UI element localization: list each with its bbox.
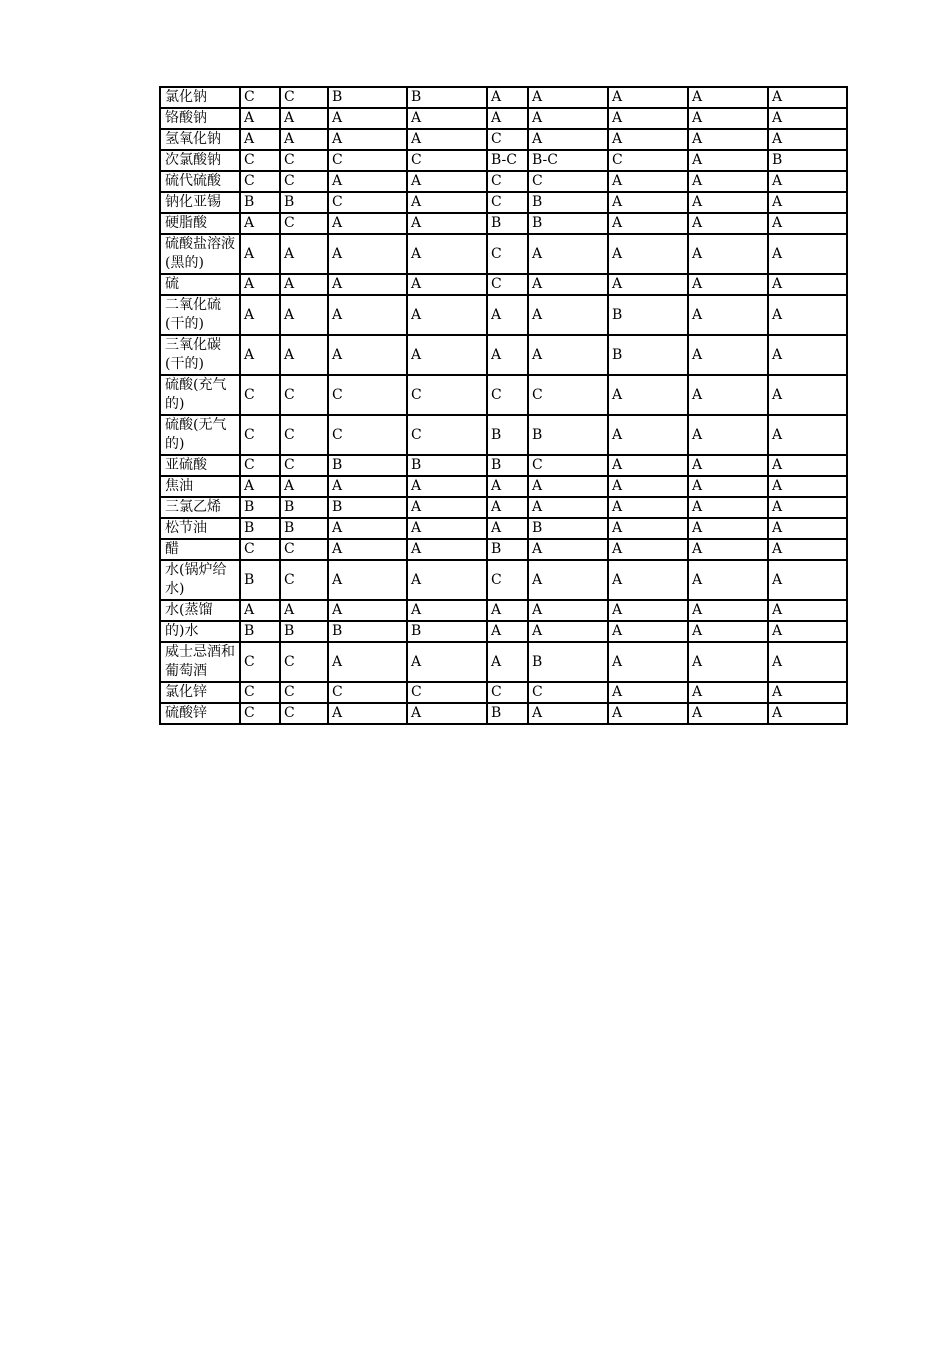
rating-cell: A (487, 621, 528, 642)
rating-cell: A (768, 129, 847, 150)
substance-name-cell: 二氧化硫(干的) (160, 295, 240, 335)
rating-cell: A (328, 213, 407, 234)
rating-cell: C (240, 171, 280, 192)
table-row (160, 539, 847, 560)
rating-cell: A (608, 682, 688, 703)
rating-cell: B-C (487, 150, 528, 171)
table-row (160, 476, 847, 497)
rating-cell: A (407, 129, 487, 150)
rating-cell: A (688, 703, 768, 724)
rating-cell: A (528, 234, 608, 274)
rating-cell: B (528, 192, 608, 213)
rating-cell: A (688, 476, 768, 497)
rating-cell: A (407, 234, 487, 274)
rating-cell: C (487, 560, 528, 600)
rating-cell: C (328, 375, 407, 415)
rating-cell: A (608, 108, 688, 129)
rating-cell: A (280, 108, 328, 129)
rating-cell: A (280, 129, 328, 150)
rating-cell: A (768, 213, 847, 234)
rating-cell: C (240, 703, 280, 724)
rating-cell: A (768, 415, 847, 455)
rating-cell: A (608, 497, 688, 518)
rating-cell: A (688, 192, 768, 213)
rating-cell: A (487, 335, 528, 375)
rating-cell: C (328, 415, 407, 455)
rating-cell: C (280, 213, 328, 234)
rating-cell: A (688, 335, 768, 375)
substance-name-cell: 醋 (160, 539, 240, 560)
rating-cell: A (608, 192, 688, 213)
rating-cell: C (240, 682, 280, 703)
rating-cell: A (608, 415, 688, 455)
table-row (160, 171, 847, 192)
rating-cell: C (280, 87, 328, 108)
rating-cell: C (487, 234, 528, 274)
rating-cell: A (768, 108, 847, 129)
rating-cell: B (528, 518, 608, 539)
rating-cell: C (240, 415, 280, 455)
rating-cell: A (688, 539, 768, 560)
rating-cell: A (487, 497, 528, 518)
rating-cell: C (528, 455, 608, 476)
rating-cell: A (768, 87, 847, 108)
rating-cell: A (688, 497, 768, 518)
rating-cell: B (328, 455, 407, 476)
substance-name-cell: 松节油 (160, 518, 240, 539)
substance-name-cell: 三氯乙烯 (160, 497, 240, 518)
substance-name-cell: 水(锅炉给水) (160, 560, 240, 600)
rating-cell: B (240, 560, 280, 600)
rating-cell: B (240, 192, 280, 213)
rating-cell: A (608, 234, 688, 274)
rating-cell: A (688, 213, 768, 234)
rating-cell: A (768, 497, 847, 518)
rating-cell: A (688, 621, 768, 642)
rating-cell: B (280, 518, 328, 539)
table-row (160, 600, 847, 621)
table-row (160, 129, 847, 150)
rating-cell: C (280, 171, 328, 192)
rating-cell: A (328, 274, 407, 295)
rating-cell: C (407, 682, 487, 703)
rating-cell: A (407, 335, 487, 375)
rating-cell: A (328, 295, 407, 335)
table-row (160, 295, 847, 335)
rating-cell: B (407, 455, 487, 476)
table-row (160, 497, 847, 518)
rating-cell: A (768, 375, 847, 415)
rating-cell: A (608, 560, 688, 600)
rating-cell: A (528, 87, 608, 108)
rating-cell: A (328, 703, 407, 724)
rating-cell: B (328, 621, 407, 642)
substance-name-cell: 硫酸锌 (160, 703, 240, 724)
rating-cell: C (528, 375, 608, 415)
table-row (160, 518, 847, 539)
rating-cell: A (528, 539, 608, 560)
rating-cell: A (328, 476, 407, 497)
rating-cell: A (768, 476, 847, 497)
table-row (160, 682, 847, 703)
rating-cell: A (608, 87, 688, 108)
rating-cell: B (240, 621, 280, 642)
table-row (160, 274, 847, 295)
rating-cell: A (528, 600, 608, 621)
rating-cell: C (407, 375, 487, 415)
table-row (160, 150, 847, 171)
rating-cell: A (768, 703, 847, 724)
rating-cell: B (487, 213, 528, 234)
rating-cell: A (688, 415, 768, 455)
rating-cell: A (688, 171, 768, 192)
rating-cell: A (407, 518, 487, 539)
substance-name-cell: 硫酸盐溶液(黑的) (160, 234, 240, 274)
rating-cell: C (240, 455, 280, 476)
rating-cell: A (528, 476, 608, 497)
rating-cell: A (328, 642, 407, 682)
rating-cell: A (328, 518, 407, 539)
substance-name-cell: 钠化亚锡 (160, 192, 240, 213)
table-row (160, 560, 847, 600)
rating-cell: A (240, 213, 280, 234)
substance-name-cell: 次氯酸钠 (160, 150, 240, 171)
rating-cell: C (280, 455, 328, 476)
rating-cell: A (528, 335, 608, 375)
rating-cell: A (768, 171, 847, 192)
rating-cell: A (407, 192, 487, 213)
rating-cell: A (407, 703, 487, 724)
rating-cell: B (528, 642, 608, 682)
table-row (160, 87, 847, 108)
rating-cell: A (608, 476, 688, 497)
rating-cell: B (608, 335, 688, 375)
rating-cell: A (407, 497, 487, 518)
rating-cell: A (768, 621, 847, 642)
rating-cell: A (688, 642, 768, 682)
substance-name-cell: 硫代硫酸 (160, 171, 240, 192)
rating-cell: A (528, 560, 608, 600)
rating-cell: A (240, 129, 280, 150)
rating-cell: C (280, 150, 328, 171)
rating-cell: C (280, 539, 328, 560)
rating-cell: B (528, 213, 608, 234)
rating-cell: A (608, 703, 688, 724)
rating-cell: A (768, 518, 847, 539)
table-row (160, 375, 847, 415)
table-row (160, 455, 847, 476)
rating-cell: A (768, 192, 847, 213)
substance-name-cell: 硫酸(无气的) (160, 415, 240, 455)
substance-name-cell: 三氧化碳(干的) (160, 335, 240, 375)
rating-cell: C (240, 375, 280, 415)
rating-cell: A (688, 375, 768, 415)
rating-cell: A (688, 108, 768, 129)
rating-cell: C (280, 682, 328, 703)
rating-cell: C (328, 150, 407, 171)
rating-cell: A (768, 455, 847, 476)
substance-name-cell: 威士忌酒和葡萄酒 (160, 642, 240, 682)
rating-cell: A (407, 108, 487, 129)
rating-cell: A (487, 518, 528, 539)
rating-cell: A (688, 87, 768, 108)
rating-cell: B (328, 497, 407, 518)
rating-cell: C (487, 274, 528, 295)
rating-cell: A (768, 600, 847, 621)
rating-cell: A (768, 682, 847, 703)
rating-cell: A (487, 108, 528, 129)
rating-cell: C (487, 129, 528, 150)
rating-cell: A (487, 476, 528, 497)
rating-cell: A (280, 234, 328, 274)
rating-cell: A (240, 295, 280, 335)
rating-cell: A (528, 703, 608, 724)
rating-cell: C (280, 375, 328, 415)
rating-cell: A (328, 129, 407, 150)
rating-cell: A (608, 171, 688, 192)
rating-cell: A (688, 560, 768, 600)
rating-cell: A (608, 274, 688, 295)
rating-cell: C (240, 87, 280, 108)
rating-cell: A (688, 600, 768, 621)
rating-cell: C (407, 150, 487, 171)
rating-cell: A (487, 642, 528, 682)
rating-cell: C (528, 171, 608, 192)
rating-cell: C (487, 192, 528, 213)
rating-cell: C (240, 539, 280, 560)
substance-name-cell: 氯化锌 (160, 682, 240, 703)
rating-cell: A (280, 274, 328, 295)
table-row (160, 234, 847, 274)
rating-cell: B (487, 415, 528, 455)
rating-cell: B (240, 497, 280, 518)
rating-cell: A (768, 295, 847, 335)
rating-cell: A (407, 560, 487, 600)
rating-cell: A (240, 234, 280, 274)
rating-cell: C (487, 682, 528, 703)
table-row (160, 213, 847, 234)
rating-cell: B (487, 539, 528, 560)
rating-cell: A (240, 335, 280, 375)
rating-cell: A (407, 600, 487, 621)
substance-name-cell: 氯化钠 (160, 87, 240, 108)
rating-cell: A (688, 274, 768, 295)
rating-cell: A (407, 642, 487, 682)
rating-cell: A (280, 295, 328, 335)
rating-cell: A (407, 539, 487, 560)
rating-cell: A (608, 621, 688, 642)
rating-cell: A (608, 213, 688, 234)
substance-name-cell: 硫酸(充气的) (160, 375, 240, 415)
rating-cell: A (328, 560, 407, 600)
rating-cell: A (768, 642, 847, 682)
rating-cell: A (608, 518, 688, 539)
rating-cell: A (407, 476, 487, 497)
rating-cell: B (280, 192, 328, 213)
rating-cell: A (328, 171, 407, 192)
rating-cell: A (608, 129, 688, 150)
table-row (160, 415, 847, 455)
rating-cell: A (688, 234, 768, 274)
rating-cell: A (328, 108, 407, 129)
rating-cell: A (280, 476, 328, 497)
rating-cell: B (280, 497, 328, 518)
substance-name-cell: 亚硫酸 (160, 455, 240, 476)
rating-cell: A (240, 476, 280, 497)
rating-cell: B (487, 703, 528, 724)
rating-cell: C (328, 682, 407, 703)
rating-cell: C (608, 150, 688, 171)
rating-cell: A (768, 274, 847, 295)
rating-cell: A (608, 539, 688, 560)
rating-cell: C (280, 415, 328, 455)
rating-cell: A (407, 295, 487, 335)
rating-cell: A (407, 213, 487, 234)
rating-cell: B (280, 621, 328, 642)
rating-cell: A (768, 234, 847, 274)
rating-cell: A (688, 295, 768, 335)
rating-cell: A (240, 108, 280, 129)
table-row (160, 642, 847, 682)
rating-cell: A (328, 600, 407, 621)
rating-cell: B (407, 87, 487, 108)
rating-cell: B (768, 150, 847, 171)
rating-cell: A (528, 108, 608, 129)
rating-cell: A (768, 539, 847, 560)
rating-cell: B (528, 415, 608, 455)
rating-cell: A (328, 335, 407, 375)
rating-cell: C (280, 642, 328, 682)
rating-cell: A (407, 274, 487, 295)
rating-cell: C (328, 192, 407, 213)
rating-cell: C (487, 375, 528, 415)
table-row (160, 192, 847, 213)
table-row (160, 703, 847, 724)
substance-name-cell: 硫 (160, 274, 240, 295)
rating-cell: A (688, 150, 768, 171)
rating-cell: B (608, 295, 688, 335)
rating-cell: C (487, 171, 528, 192)
rating-cell: A (608, 642, 688, 682)
rating-cell: C (407, 415, 487, 455)
rating-cell: A (240, 600, 280, 621)
rating-cell: B (487, 455, 528, 476)
rating-cell: A (487, 600, 528, 621)
rating-cell: A (528, 497, 608, 518)
rating-cell: C (240, 150, 280, 171)
rating-cell: A (688, 518, 768, 539)
rating-cell: A (328, 234, 407, 274)
corrosion-resistance-table (159, 86, 848, 725)
rating-cell: A (528, 274, 608, 295)
table-row (160, 108, 847, 129)
rating-cell: A (487, 87, 528, 108)
substance-name-cell: 铬酸钠 (160, 108, 240, 129)
rating-cell: C (280, 703, 328, 724)
substance-name-cell: 的)水 (160, 621, 240, 642)
rating-cell: C (528, 682, 608, 703)
rating-cell: A (407, 171, 487, 192)
substance-name-cell: 焦油 (160, 476, 240, 497)
rating-cell: A (528, 129, 608, 150)
rating-cell: A (280, 335, 328, 375)
rating-cell: A (688, 455, 768, 476)
rating-cell: B (328, 87, 407, 108)
rating-cell: B-C (528, 150, 608, 171)
rating-cell: C (240, 642, 280, 682)
rating-cell: A (608, 455, 688, 476)
rating-cell: A (688, 682, 768, 703)
substance-name-cell: 硬脂酸 (160, 213, 240, 234)
table-row (160, 621, 847, 642)
rating-cell: A (528, 295, 608, 335)
rating-cell: C (280, 560, 328, 600)
rating-cell: B (407, 621, 487, 642)
substance-name-cell: 水(蒸馏 (160, 600, 240, 621)
rating-cell: A (487, 295, 528, 335)
rating-cell: A (768, 335, 847, 375)
rating-cell: A (528, 621, 608, 642)
rating-cell: A (688, 129, 768, 150)
substance-name-cell: 氢氧化钠 (160, 129, 240, 150)
rating-cell: A (328, 539, 407, 560)
rating-cell: A (608, 375, 688, 415)
rating-cell: A (768, 560, 847, 600)
table-body (160, 87, 847, 724)
table-row (160, 335, 847, 375)
rating-cell: A (240, 274, 280, 295)
rating-cell: A (608, 600, 688, 621)
rating-cell: A (280, 600, 328, 621)
rating-cell: B (240, 518, 280, 539)
